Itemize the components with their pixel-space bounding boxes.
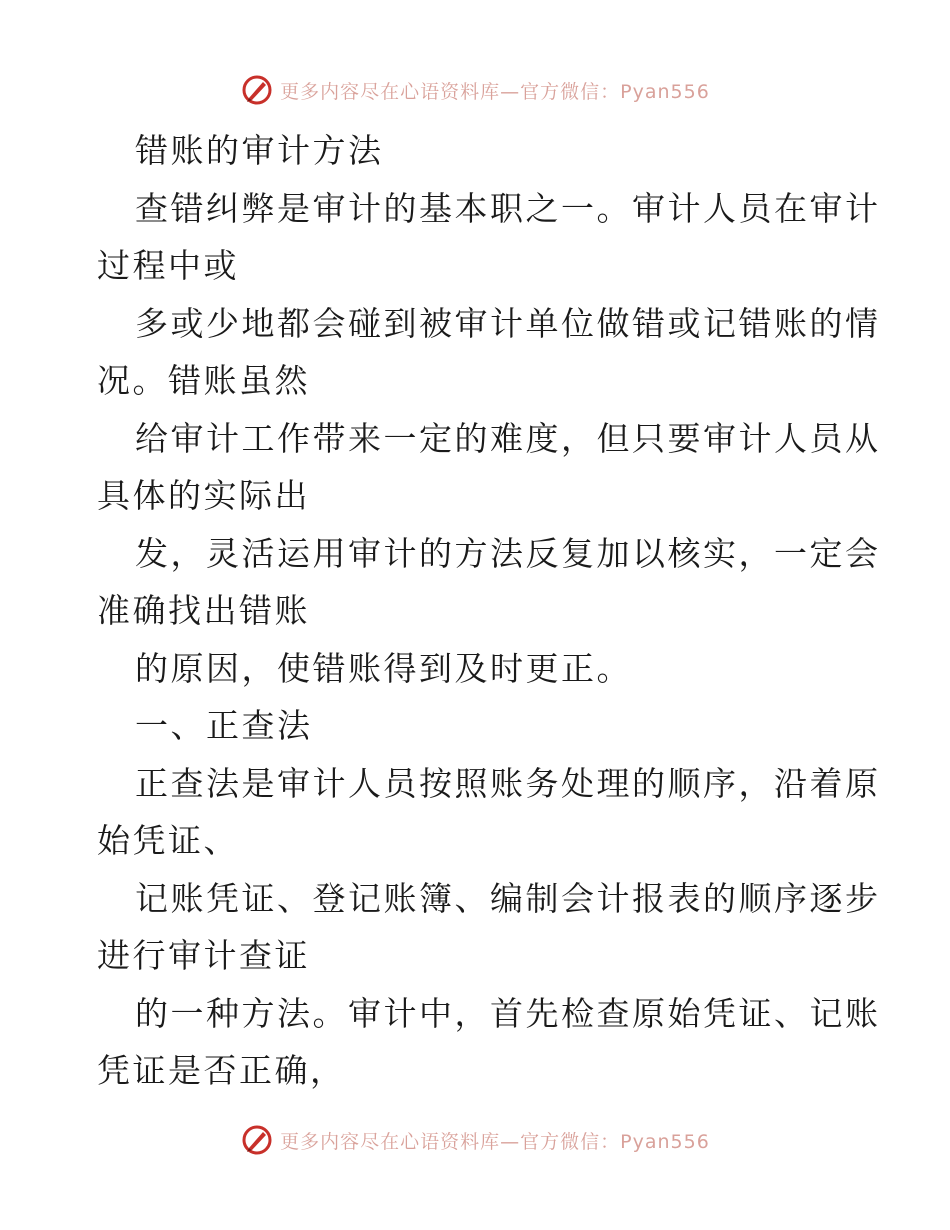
text-line: 进行审计查证 [97, 936, 310, 975]
text-line: 记账凭证、登记账簿、编制会计报表的顺序逐步 [135, 878, 881, 918]
text-line: 的原因，使错账得到及时更正。 [135, 648, 632, 688]
text-line: 始凭证、 [97, 821, 239, 860]
text-line: 多或少地都会碰到被审计单位做错或记错账的情 [135, 303, 881, 343]
pen-logo-icon [240, 1123, 274, 1157]
document-body [97, 122, 881, 1100]
text-line: 过程中或 [97, 246, 239, 285]
header-watermark [0, 70, 950, 110]
text-line: 发，灵活运用审计的方法反复加以核实，一定会 [135, 533, 881, 573]
text-line: 准确找出错账 [97, 591, 310, 630]
text-line: 况。错账虽然 [97, 361, 310, 400]
watermark-text: 更多内容尽在心语资料库—官方微信：Pyan556 [280, 80, 710, 103]
text-line: 正查法是审计人员按照账务处理的顺序，沿着原 [135, 763, 881, 803]
text-line: 凭证是否正确， [97, 1051, 346, 1090]
text-line: 查错纠弊是审计的基本职之一。审计人员在审计 [135, 188, 881, 228]
text-line: 给审计工作带来一定的难度，但只要审计人员从 [135, 418, 881, 458]
text-line: 错账的审计方法 [135, 131, 384, 170]
text-line: 具体的实际出 [97, 476, 310, 515]
watermark-text: 更多内容尽在心语资料库—官方微信：Pyan556 [280, 1130, 710, 1153]
text-line: 一、正查法 [135, 706, 313, 745]
pen-logo-icon [240, 73, 274, 107]
footer-watermark [0, 1120, 950, 1160]
text-line: 的一种方法。审计中，首先检查原始凭证、记账 [135, 993, 881, 1033]
